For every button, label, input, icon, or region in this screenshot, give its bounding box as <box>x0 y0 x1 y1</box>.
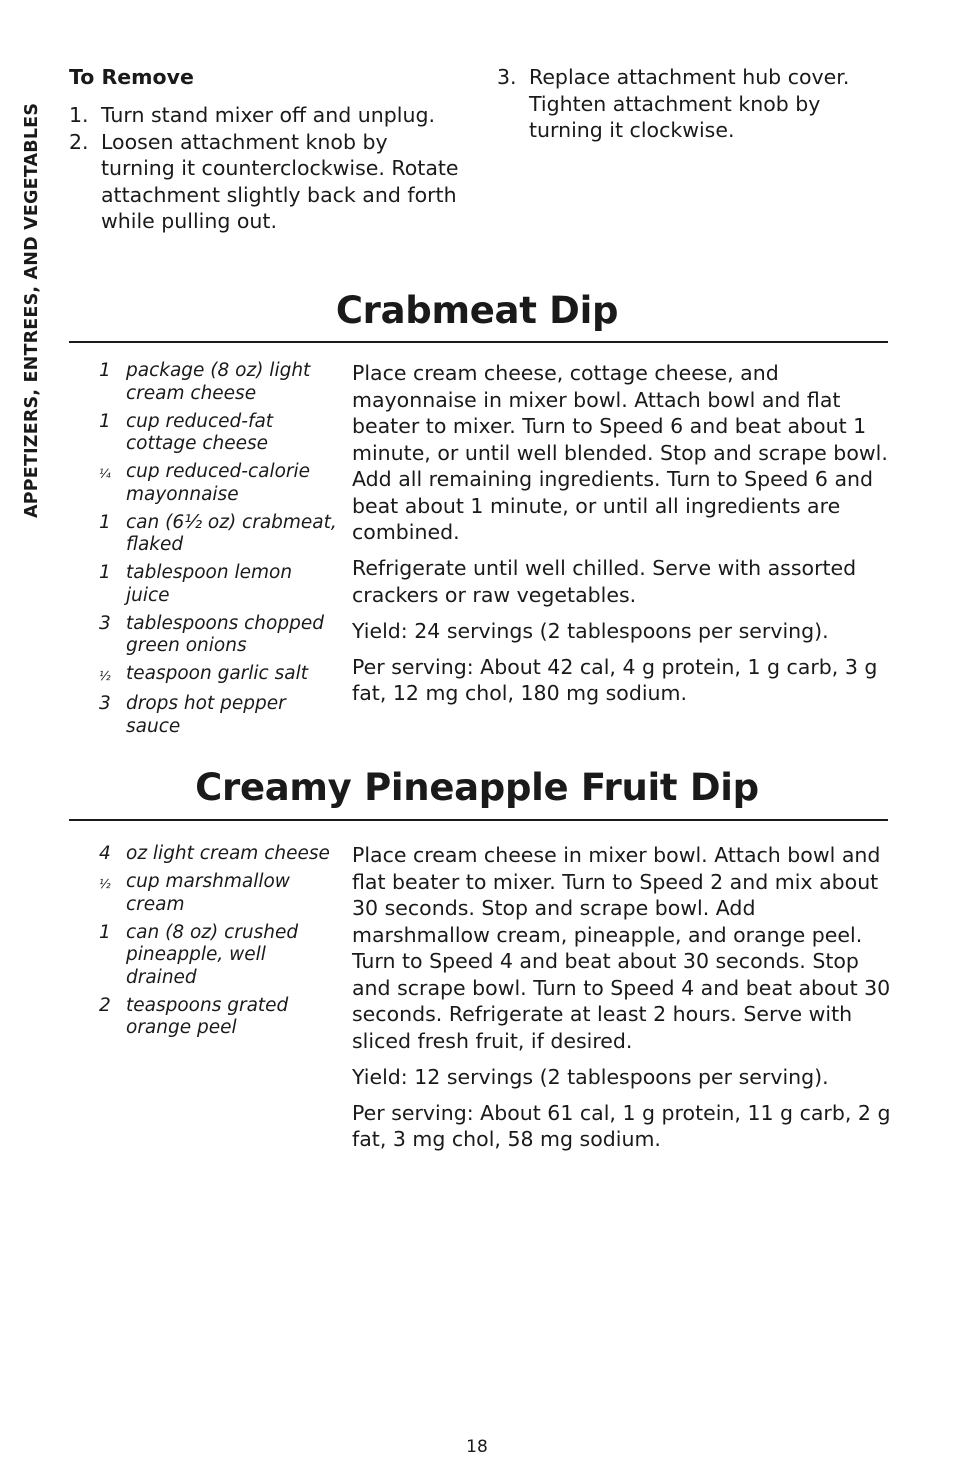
pineapple-method <box>352 842 892 1162</box>
ingredient-text: teaspoons grated orange peel <box>126 994 289 1038</box>
ingredient-item <box>99 922 339 990</box>
ingredient-item <box>99 613 339 658</box>
to-remove-section <box>69 64 464 235</box>
page-number: 18 <box>466 1437 488 1457</box>
ingredient-qty: 3 <box>99 693 111 714</box>
ingredient-qty: 1 <box>99 360 111 381</box>
ingredient-item <box>99 843 339 866</box>
step-number: 3. <box>497 65 517 89</box>
remove-step <box>69 129 464 235</box>
ingredient-qty: 1 <box>99 410 111 432</box>
yield-text: Yield: 24 servings (2 tablespoons per serving). <box>352 618 829 643</box>
title-divider <box>69 819 888 821</box>
ingredient-item <box>99 512 339 557</box>
ingredient-text: can (8 oz) crushed pineapple, well drained <box>126 921 299 988</box>
nutrition-text: Per serving: About 42 cal, 4 g protein, 1 g carb, 3 g fat, 12 mg chol, 180 mg sodium. <box>352 654 878 705</box>
remove-step <box>69 102 464 129</box>
ingredient-qty: 1 <box>99 562 111 583</box>
to-remove-title: To Remove <box>69 65 194 89</box>
section-side-tab: APPETIZERS, ENTREES, AND VEGETABLES <box>22 102 42 518</box>
crabmeat-ingredients <box>99 360 339 744</box>
ingredient-text: tablespoons chopped green onions <box>126 612 324 656</box>
ingredient-item <box>99 360 339 405</box>
ingredient-text: oz light cream cheese <box>126 843 330 864</box>
title-divider <box>69 341 888 343</box>
ingredient-qty: 4 <box>99 843 111 864</box>
ingredient-text: cup reduced-calorie mayonnaise <box>126 461 311 505</box>
ingredient-item <box>99 871 339 916</box>
ingredient-qty: 1 <box>99 511 111 533</box>
step-text: Turn stand mixer off and unplug. <box>101 103 435 127</box>
method-paragraph: Place cream cheese, cottage cheese, and mayonnaise in mixer bowl. Attach bowl and flat beater to mixer. Turn to Speed 6 and beat about 1 minute, or until well blended. Stop and scrape bowl. Add all remaining ingredients. Turn to Speed 6 and beat about 1 minute, or until all ingredients are combined. <box>352 361 888 544</box>
ingredient-qty: ½ <box>99 669 111 683</box>
ingredient-text: drops hot pepper sauce <box>126 693 286 737</box>
ingredient-item <box>99 693 339 738</box>
ingredient-qty: 1 <box>99 921 111 943</box>
method-paragraph: Place cream cheese in mixer bowl. Attach bowl and flat beater to mixer. Turn to Speed 2 and mix about 30 seconds. Stop and scrape bowl. Add marshmallow cream, pineapple, and orange peel. Turn to Speed 4 and beat about 30 seconds. Stop and scrape bowl. Turn to Speed 4 and beat about 30 seconds. Refrigerate at least 2 hours. Serve with sliced fresh fruit, if desired. <box>352 843 891 1053</box>
pineapple-dip-title: Creamy Pineapple Fruit Dip <box>195 766 759 809</box>
remove-step <box>497 64 897 144</box>
crabmeat-dip-title: Crabmeat Dip <box>335 289 619 332</box>
ingredient-item <box>99 995 339 1040</box>
ingredient-item <box>99 411 339 456</box>
ingredient-text: can (6½ oz) crabmeat, flaked <box>126 511 337 555</box>
ingredient-qty: 3 <box>99 612 111 634</box>
yield-text: Yield: 12 servings (2 tablespoons per serving). <box>352 1064 829 1089</box>
pineapple-ingredients <box>99 843 339 1045</box>
crabmeat-method <box>352 360 892 716</box>
ingredient-text: cup marshmallow cream <box>126 871 290 915</box>
ingredient-item <box>99 663 339 688</box>
ingredient-qty: ½ <box>99 877 111 891</box>
ingredient-qty: 2 <box>99 994 111 1016</box>
nutrition-text: Per serving: About 61 cal, 1 g protein, 11 g carb, 2 g fat, 3 mg chol, 58 mg sodium. <box>352 1100 891 1151</box>
step-text: Loosen attachment knob by turning it counterclockwise. Rotate attachment slightly back and forth while pulling out. <box>101 129 459 233</box>
step-text: Replace attachment hub cover. Tighten attachment knob by turning it clockwise. <box>529 65 850 142</box>
ingredient-item <box>99 562 339 607</box>
to-remove-continued <box>497 64 897 144</box>
step-number: 2. <box>69 129 89 154</box>
method-paragraph: Refrigerate until well chilled. Serve with assorted crackers or raw vegetables. <box>352 556 857 607</box>
ingredient-qty: ¼ <box>99 467 111 481</box>
ingredient-item <box>99 461 339 506</box>
step-number: 1. <box>69 103 89 127</box>
ingredient-text: tablespoon lemon juice <box>126 562 293 606</box>
ingredient-text: cup reduced-fat cottage cheese <box>126 410 274 454</box>
ingredient-text: teaspoon garlic salt <box>126 663 308 684</box>
ingredient-text: package (8 oz) light cream cheese <box>126 360 311 404</box>
